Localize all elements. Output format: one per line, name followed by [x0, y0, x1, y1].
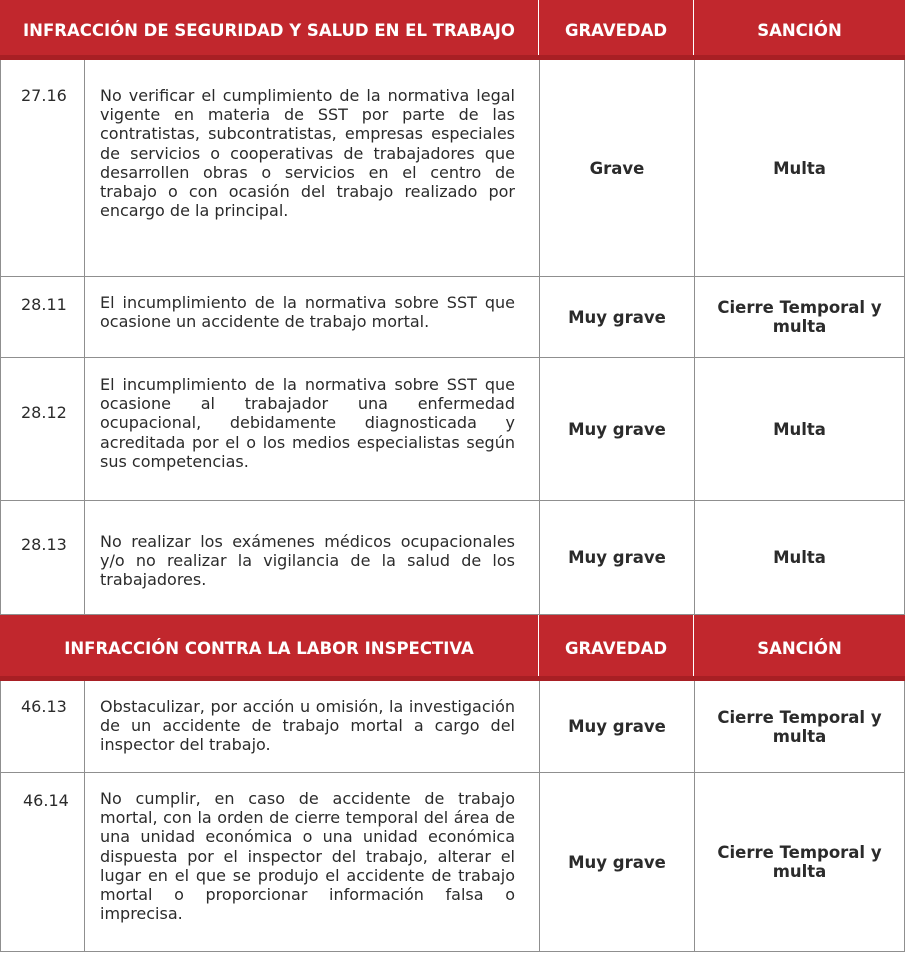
row-gravedad: Grave — [540, 60, 695, 276]
row-description: No realizar los exámenes médicos ocupacionales y/o no realizar la vigilancia de la salud de los trabajadores. — [85, 501, 540, 614]
row-description: El incumplimiento de la normativa sobre SST que ocasione un accidente de trabajo mortal. — [85, 277, 540, 357]
row-description: Obstaculizar, por acción u omisión, la investigación de un accidente de trabajo mortal a cargo del inspector del trabajo. — [85, 681, 540, 772]
table-row — [0, 277, 905, 358]
row-gravedad: Muy grave — [540, 358, 695, 500]
row-sancion: Cierre Temporal y multa — [695, 277, 905, 357]
header-shadow — [0, 676, 905, 681]
table-row — [0, 358, 905, 501]
header-infraccion: INFRACCIÓN DE SEGURIDAD Y SALUD EN EL TRABAJO — [0, 0, 539, 60]
row-gravedad: Muy grave — [540, 501, 695, 614]
table-row — [0, 60, 905, 277]
header-sancion: SANCIÓN — [757, 638, 842, 658]
header-sancion: SANCIÓN — [757, 20, 842, 40]
header-gravedad: GRAVEDAD — [539, 615, 694, 681]
header-infraccion: INFRACCIÓN CONTRA LA LABOR INSPECTIVA — [0, 615, 539, 681]
row-gravedad: Muy grave — [540, 681, 695, 772]
header-gravedad: GRAVEDAD — [539, 0, 694, 60]
row-code: 46.14 — [1, 773, 85, 951]
row-sancion: Cierre Temporal y multa — [695, 773, 905, 951]
row-code: 28.13 — [1, 501, 85, 614]
table-row — [0, 681, 905, 773]
table-row — [0, 501, 905, 615]
row-description: No verificar el cumplimiento de la normativa legal vigente en materia de SST por parte de las contratistas, subcontratistas, empresas especiales de servicios o cooperativas de trabajadores que desarrollen obras o servicios en el centro de trabajo o con ocasión del trabajo realizado por encargo de la principal. — [85, 60, 540, 276]
row-sancion: Multa — [695, 60, 905, 276]
row-code: 28.11 — [1, 277, 85, 357]
row-sancion: Multa — [695, 501, 905, 614]
row-code: 28.12 — [1, 358, 85, 500]
row-sancion: Cierre Temporal y multa — [695, 681, 905, 772]
row-code: 27.16 — [1, 60, 85, 276]
table-row — [0, 773, 905, 952]
section-header-sst — [0, 0, 905, 60]
row-gravedad: Muy grave — [540, 773, 695, 951]
row-code: 46.13 — [1, 681, 85, 772]
header-shadow — [0, 55, 905, 60]
row-description: El incumplimiento de la normativa sobre SST que ocasione al trabajador una enfermedad ocupacional, debidamente diagnosticada y acreditada por el o los medios especialistas según sus competencias. — [85, 358, 540, 500]
row-gravedad: Muy grave — [540, 277, 695, 357]
row-sancion: Multa — [695, 358, 905, 500]
row-description: No cumplir, en caso de accidente de trabajo mortal, con la orden de cierre temporal del área de una unidad económica o una unidad económica dispuesta por el inspector del trabajo, alterar el lugar en el que se produjo el accidente de trabajo mortal o proporcionar información falsa o imprecisa. — [85, 773, 540, 951]
section-header-inspectiva — [0, 615, 905, 681]
